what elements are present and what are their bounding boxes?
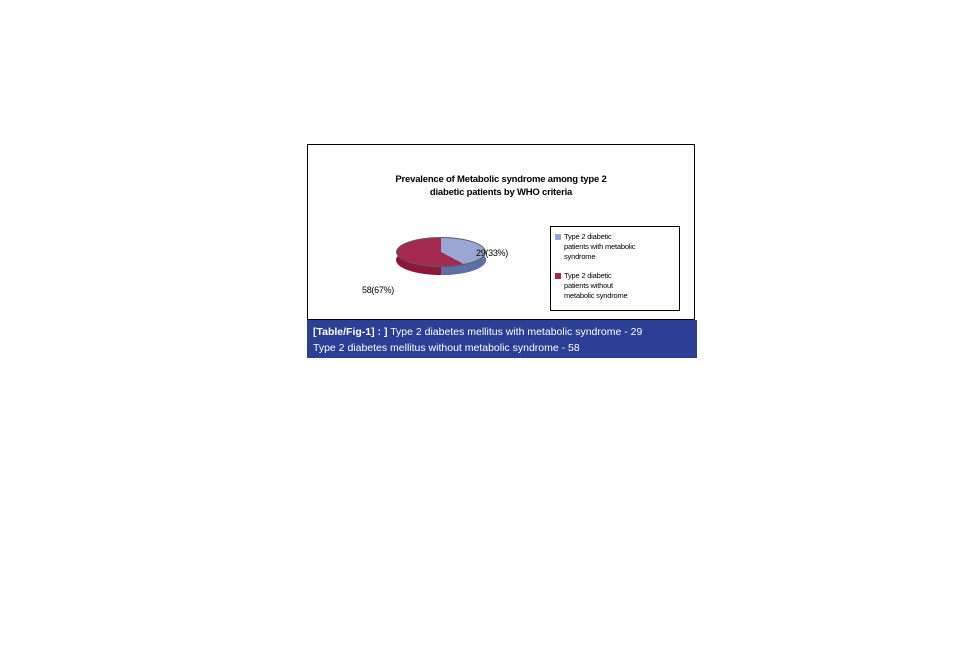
legend-label-line: patients without [564, 281, 613, 290]
figure-block [307, 144, 697, 358]
chart-title [308, 173, 694, 199]
chart-title-line-2: diabetic patients by WHO criteria [429, 187, 573, 198]
chart-panel [307, 144, 695, 320]
legend-label-line: metabolic syndrome [564, 291, 628, 300]
legend-label-line: syndrome [564, 252, 596, 261]
pie-chart [396, 237, 486, 281]
pie-top-face [396, 237, 486, 267]
legend-label-with-syndrome [564, 232, 635, 262]
chart-legend [550, 226, 680, 311]
legend-label-line: Type 2 diabetic [564, 271, 612, 280]
legend-item-without-syndrome [555, 271, 676, 301]
legend-item-with-syndrome [555, 232, 676, 262]
pie-data-label-with-syndrome: 29(33%) [476, 248, 508, 258]
pie-data-label-without-syndrome: 58(67%) [362, 285, 394, 295]
figure-caption-text-1: Type 2 diabetes mellitus with metabolic syndrome - 29 [387, 326, 643, 338]
legend-label-line: Type 2 diabetic [564, 232, 612, 241]
legend-swatch-icon [555, 234, 561, 240]
legend-label-without-syndrome [564, 271, 628, 301]
figure-caption-bar [307, 320, 697, 358]
legend-swatch-icon [555, 273, 561, 279]
figure-caption-tag: [Table/Fig-1] : ] [313, 326, 388, 338]
chart-title-line-1: Prevalence of Metabolic syndrome among type 2 [395, 174, 607, 185]
figure-caption-line-1 [313, 324, 691, 340]
figure-caption-line-2: Type 2 diabetes mellitus without metabolic syndrome - 58 [313, 342, 580, 354]
legend-label-line: patients with metabolic [564, 242, 636, 251]
